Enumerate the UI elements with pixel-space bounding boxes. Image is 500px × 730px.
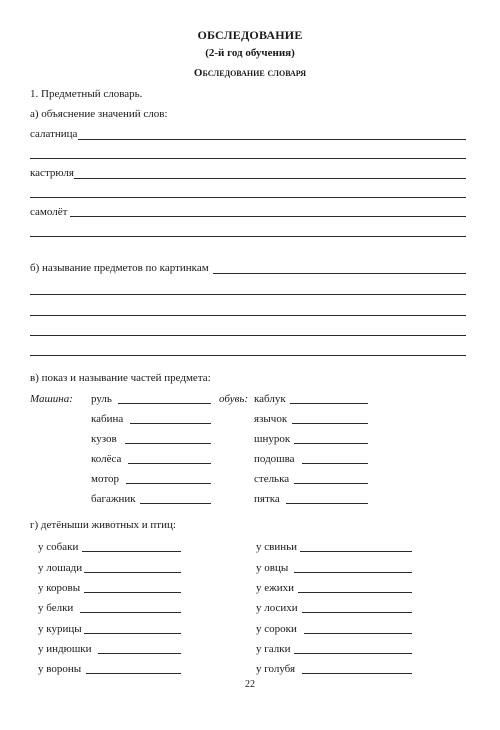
- answer-line[interactable]: [86, 673, 181, 674]
- page-number: 22: [245, 679, 255, 690]
- subsection-d-heading: г) детёныши животных и птиц:: [30, 519, 176, 531]
- answer-line[interactable]: [213, 273, 466, 274]
- answer-line[interactable]: [294, 653, 412, 654]
- word-label: самолёт: [30, 206, 68, 218]
- animal-label: у белки: [38, 602, 74, 614]
- part-label: язычок: [254, 413, 288, 425]
- answer-line[interactable]: [294, 572, 412, 573]
- animal-label: у ежихи: [256, 582, 295, 594]
- animal-label: у индюшки: [38, 643, 92, 655]
- part-label: каблук: [254, 393, 286, 405]
- answer-line[interactable]: [300, 551, 412, 552]
- answer-line[interactable]: [30, 294, 466, 295]
- answer-line[interactable]: [30, 197, 466, 198]
- page-subtitle: (2-й год обучения): [205, 47, 295, 59]
- animal-label: у курицы: [38, 623, 82, 635]
- answer-line[interactable]: [302, 463, 368, 464]
- answer-line[interactable]: [30, 315, 466, 316]
- part-label: кабина: [91, 413, 124, 425]
- animal-label: у вороны: [38, 663, 82, 675]
- answer-line[interactable]: [304, 633, 412, 634]
- answer-line[interactable]: [302, 612, 412, 613]
- animal-label: у сороки: [256, 623, 297, 635]
- animal-label: у коровы: [38, 582, 81, 594]
- answer-line[interactable]: [80, 612, 181, 613]
- animal-label: у свиньи: [256, 541, 298, 553]
- answer-line[interactable]: [98, 653, 181, 654]
- animal-label: у овцы: [256, 562, 289, 574]
- part-label: стелька: [254, 473, 290, 485]
- word-label: кастрюля: [30, 167, 74, 179]
- part-label: шнурок: [254, 433, 291, 445]
- answer-line[interactable]: [30, 236, 466, 237]
- answer-line[interactable]: [30, 158, 466, 159]
- part-label: багажник: [91, 493, 136, 505]
- part-label: подошва: [254, 453, 295, 465]
- page-title: ОБСЛЕДОВАНИЕ: [197, 28, 303, 42]
- animal-label: у галки: [256, 643, 291, 655]
- answer-line[interactable]: [74, 178, 466, 179]
- group-label-car: Машина:: [30, 393, 73, 405]
- answer-line[interactable]: [84, 572, 181, 573]
- answer-line[interactable]: [128, 463, 211, 464]
- answer-line[interactable]: [78, 139, 466, 140]
- answer-line[interactable]: [140, 503, 211, 504]
- answer-line[interactable]: [84, 592, 181, 593]
- subsection-b-heading: б) называние предметов по картинкам: [30, 262, 209, 274]
- answer-line[interactable]: [126, 483, 211, 484]
- answer-line[interactable]: [292, 423, 368, 424]
- section-title: Обследование словаря: [193, 67, 307, 79]
- answer-line[interactable]: [118, 403, 211, 404]
- group-label-shoe: обувь:: [219, 393, 249, 405]
- answer-line[interactable]: [30, 335, 466, 336]
- answer-line[interactable]: [130, 423, 211, 424]
- answer-line[interactable]: [294, 443, 368, 444]
- answer-line[interactable]: [70, 216, 466, 217]
- answer-line[interactable]: [84, 633, 181, 634]
- animal-label: у голубя: [256, 663, 296, 675]
- answer-line[interactable]: [290, 403, 368, 404]
- answer-line[interactable]: [125, 443, 211, 444]
- answer-line[interactable]: [82, 551, 181, 552]
- subsection-a-heading: а) объяснение значений слов:: [30, 108, 168, 120]
- part-label: мотор: [91, 473, 119, 485]
- part-label: кузов: [91, 433, 117, 445]
- part-label: пятка: [254, 493, 280, 505]
- subsection-c-heading: в) показ и называние частей предмета:: [30, 372, 211, 384]
- answer-line[interactable]: [302, 673, 412, 674]
- answer-line[interactable]: [286, 503, 368, 504]
- animal-label: у лошади: [38, 562, 83, 574]
- part-label: руль: [91, 393, 112, 405]
- animal-label: у лосихи: [256, 602, 298, 614]
- answer-line[interactable]: [294, 483, 368, 484]
- part-label: колёса: [91, 453, 122, 465]
- animal-label: у собаки: [38, 541, 79, 553]
- section-heading: 1. Предметный словарь.: [30, 88, 143, 100]
- answer-line[interactable]: [30, 355, 466, 356]
- answer-line[interactable]: [298, 592, 412, 593]
- word-label: салатница: [30, 128, 78, 140]
